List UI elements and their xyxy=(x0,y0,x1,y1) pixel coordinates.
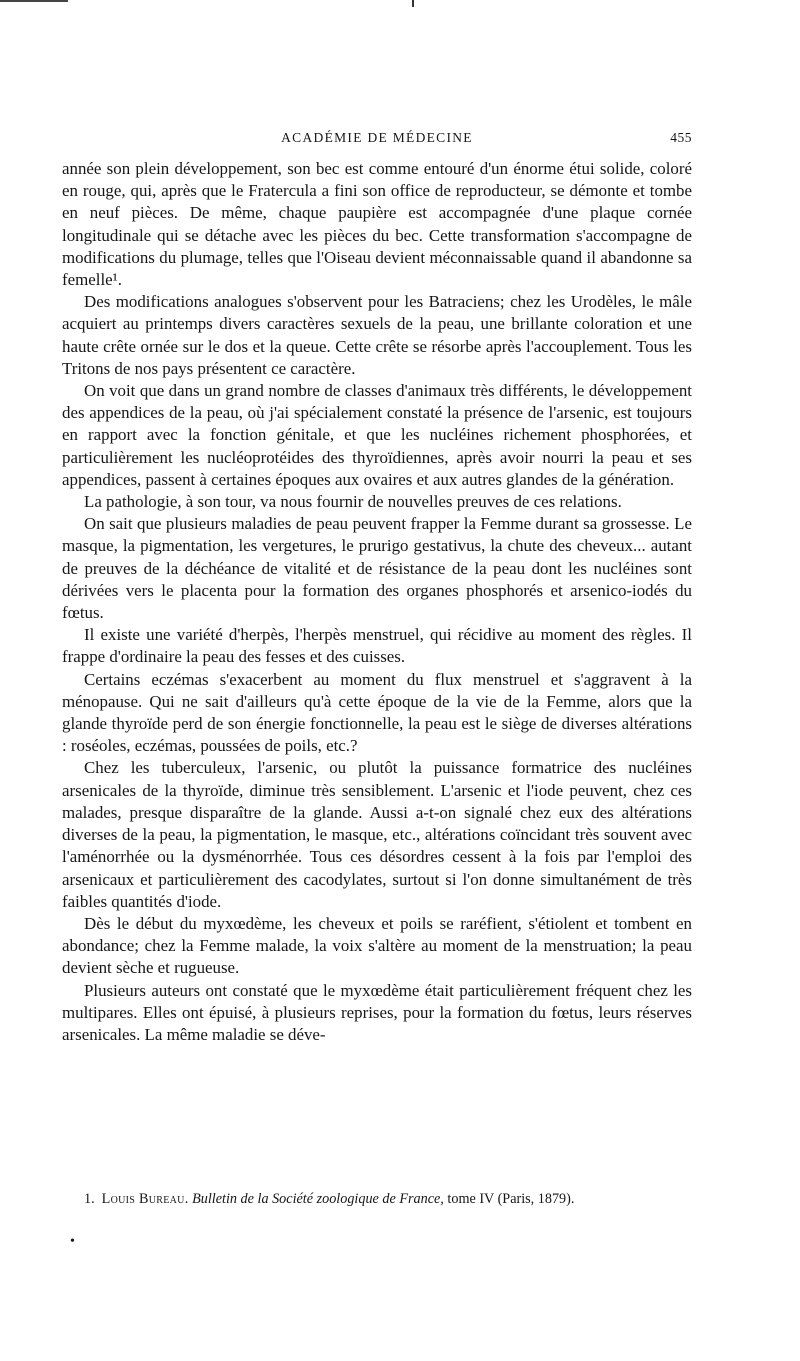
paragraph: Dès le début du myxœdème, les cheveux et poils se raréfient, s'étiolent et tombent en abondance; chez la Femme malade, la voix s'altère au moment de la menstruation; la peau devient sèche et rugueuse. xyxy=(62,913,692,978)
paragraph: Certains eczémas s'exacerbent au moment du flux menstruel et s'aggravent à la ménopause. Qui ne sait d'ailleurs qu'à cette époque de la vie de la Femme, alors que la glande thyroïde perd de son énergie fonctionnelle, la peau est le siège de diverses altérations : roséoles, eczémas, poussées de poils, etc.? xyxy=(62,669,692,756)
paragraph: Chez les tuberculeux, l'arsenic, ou plutôt la puissance formatrice des nucléines arsenicales de la thyroïde, diminue très sensiblement. L'arsenic et l'iode peuvent, chez ces malades, presque disparaître de la glande. Aussi a-t-on signalé chez eux des altérations diverses de la peau, la pigmentation, le masque, etc., altérations coïncidant très souvent avec l'aménorrhée ou la dysménorrhée. Tous ces désordres cessent à la fois par l'emploi des arsenicaux et particulièrement des cacodylates, surtout si l'on donne simultanément de très faibles quantités d'iode. xyxy=(62,758,692,911)
running-title: ACADÉMIE DE MÉDECINE xyxy=(281,130,473,145)
footnote xyxy=(84,1191,704,1208)
footnote-number: 1. xyxy=(84,1191,95,1207)
margin-mark: • xyxy=(70,1234,75,1249)
page-number: 455 xyxy=(670,130,692,145)
running-header xyxy=(62,130,692,150)
paragraph: On sait que plusieurs maladies de peau peuvent frapper la Femme durant sa grossesse. Le masque, la pigmentation, les vergetures, le prurigo gestativus, la chute des cheveux... autant de preuves de la déchéance de vitalité et de résistance de la peau dont les nucléines sont dérivées vers le placenta pour la formation des organes phosphorés et arsenico-iodés du fœtus. xyxy=(62,514,692,623)
footnote-rest: tome IV (Paris, 1879). xyxy=(443,1191,575,1207)
paragraph: On voit que dans un grand nombre de classes d'animaux très différents, le développement des appendices de la peau, où j'ai spécialement constaté la présence de l'arsenic, est toujours en rapport avec la fonction génitale, et que les nucléines richement phosphorées, et particulièrement les nucléoprotéides des thyroïdiennes, après avoir nourri la peau et ses appendices, passent à certaines époques aux ovaires et aux autres glandes de la génération. xyxy=(62,381,692,489)
paragraph: Plusieurs auteurs ont constaté que le myxœdème était particulièrement fréquent chez les multipares. Elles ont épuisé, à plusieurs reprises, pour la formation du fœtus, leurs réserves arsenicales. La même maladie se déve- xyxy=(62,980,692,1044)
top-edge-rule xyxy=(0,0,68,2)
paragraph: La pathologie, à son tour, va nous fournir de nouvelles preuves de ces relations. xyxy=(84,492,622,512)
top-edge-mark xyxy=(412,0,414,7)
footnote-source: Bulletin de la Société zoologique de France, xyxy=(192,1191,444,1207)
paragraph: année son plein développement, son bec est comme entouré d'un énorme étui solide, coloré en rouge, qui, après que le Fratercula a fini son office de reproducteur, se démonte et tombe en neuf pièces. De même, chaque paupière est accompagnée d'une plaque cornée longitudinale qui se détache avec les pièces du bec. Cette transformation s'accompagne de modifications du plumage, telles que l'Oiseau devient méconnaissable quand il abandonne sa femelle¹. xyxy=(62,159,692,290)
body-text xyxy=(62,158,692,1046)
footnote-author: Louis Bureau. xyxy=(101,1191,189,1207)
paragraph: Des modifications analogues s'observent pour les Batraciens; chez les Urodèles, le mâle acquiert au printemps divers caractères sexuels de la peau, une brillante coloration et une haute crête ornée sur le dos et la queue. Cette crête se résorbe après l'accouplement. Tous les Tritons de nos pays présentent ce caractère. xyxy=(62,292,692,378)
paragraph: Il existe une variété d'herpès, l'herpès menstruel, qui récidive au moment des règles. Il frappe d'ordinaire la peau des fesses et des cuisses. xyxy=(62,625,692,667)
